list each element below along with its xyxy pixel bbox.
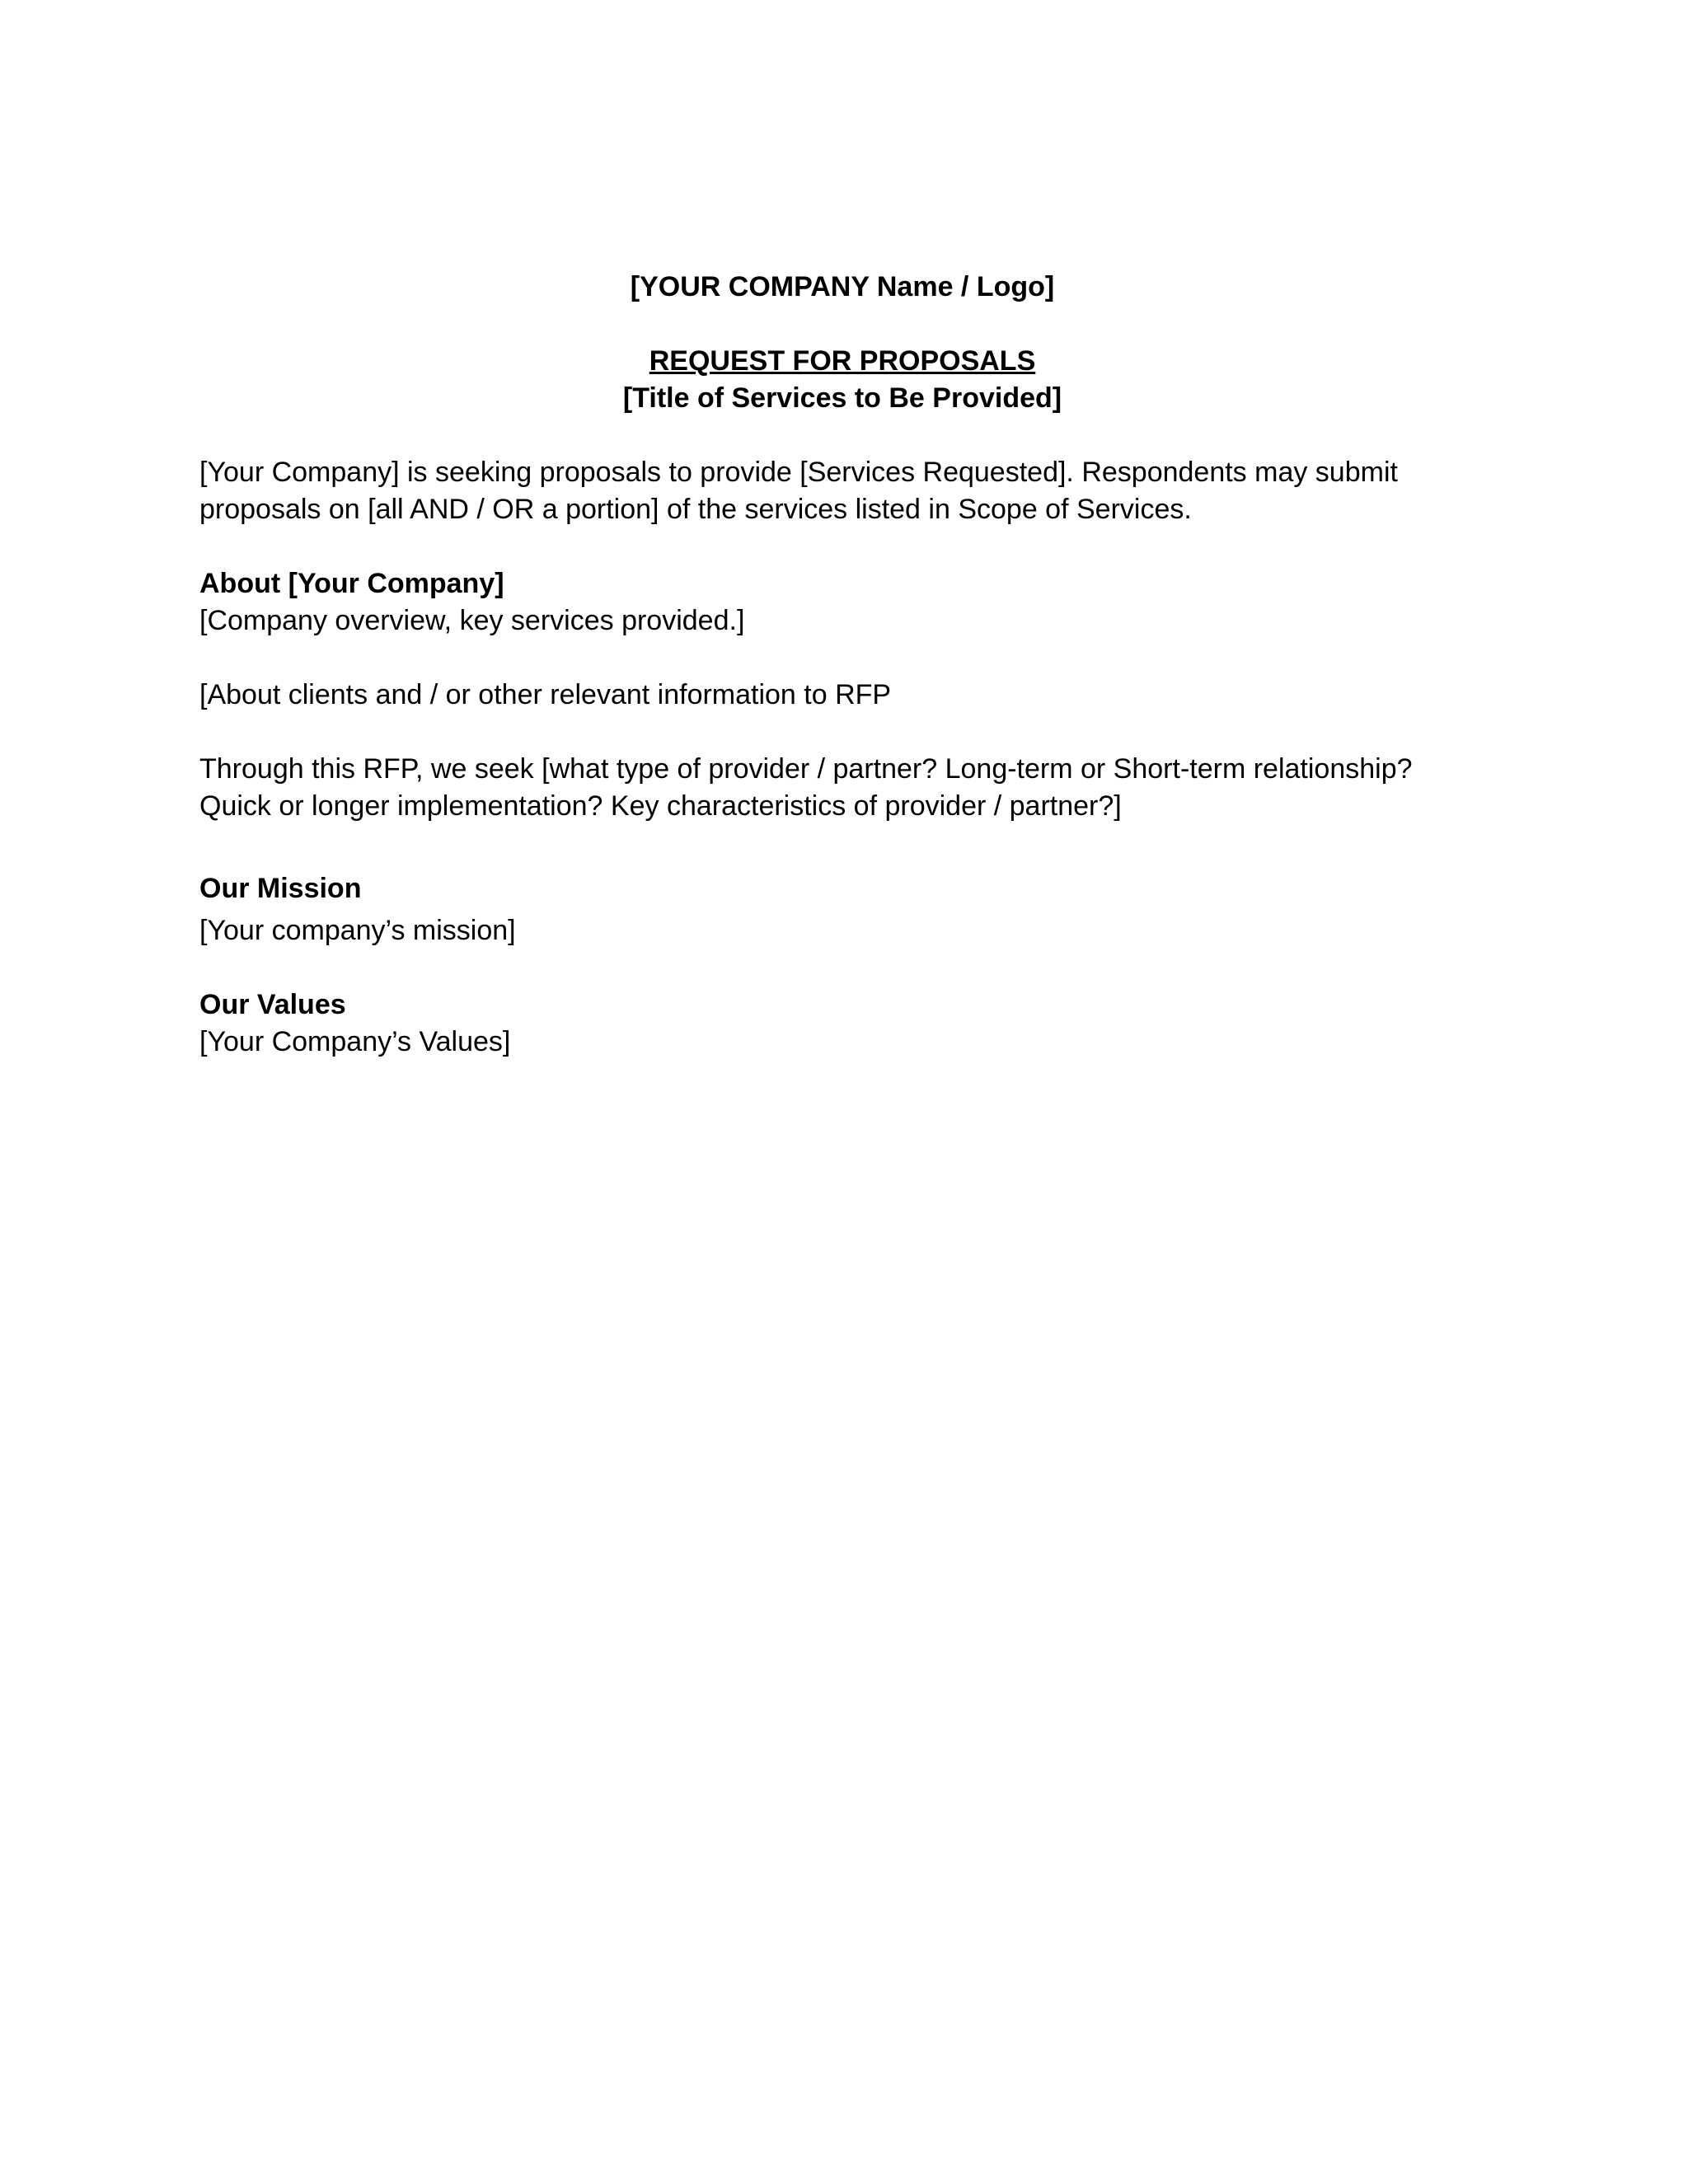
- mission-section: [199, 870, 1485, 949]
- clients-text: [About clients and / or other relevant information to RFP: [199, 679, 892, 710]
- mission-text: [Your company’s mission]: [199, 915, 516, 946]
- intro-line: [Your Company] is seeking proposals to provide [Services Requested]. Respondents may submit: [199, 457, 1398, 488]
- seek-paragraph: [199, 751, 1485, 825]
- document-subtitle: [Title of Services to Be Provided]: [622, 382, 1062, 414]
- about-text: [Company overview, key services provided.]: [199, 605, 745, 636]
- values-text: [Your Company’s Values]: [199, 1026, 511, 1057]
- document-title: REQUEST FOR PROPOSALS: [649, 345, 1036, 377]
- about-section: [199, 565, 1485, 640]
- about-heading: About [Your Company]: [199, 568, 504, 599]
- mission-heading: Our Mission: [199, 873, 362, 904]
- values-heading: Our Values: [199, 989, 346, 1020]
- intro-line: proposals on [all AND / OR a portion] of the services listed in Scope of Services.: [199, 494, 1192, 525]
- intro-paragraph: [199, 454, 1485, 528]
- seek-line: Quick or longer implementation? Key characteristics of provider / partner?]: [199, 790, 1122, 822]
- document-body: [199, 269, 1485, 1061]
- seek-line: Through this RFP, we seek [what type of provider / partner? Long-term or Short-term relationship?: [199, 753, 1413, 785]
- values-section: [199, 987, 1485, 1061]
- company-header: [YOUR COMPANY Name / Logo]: [630, 271, 1055, 302]
